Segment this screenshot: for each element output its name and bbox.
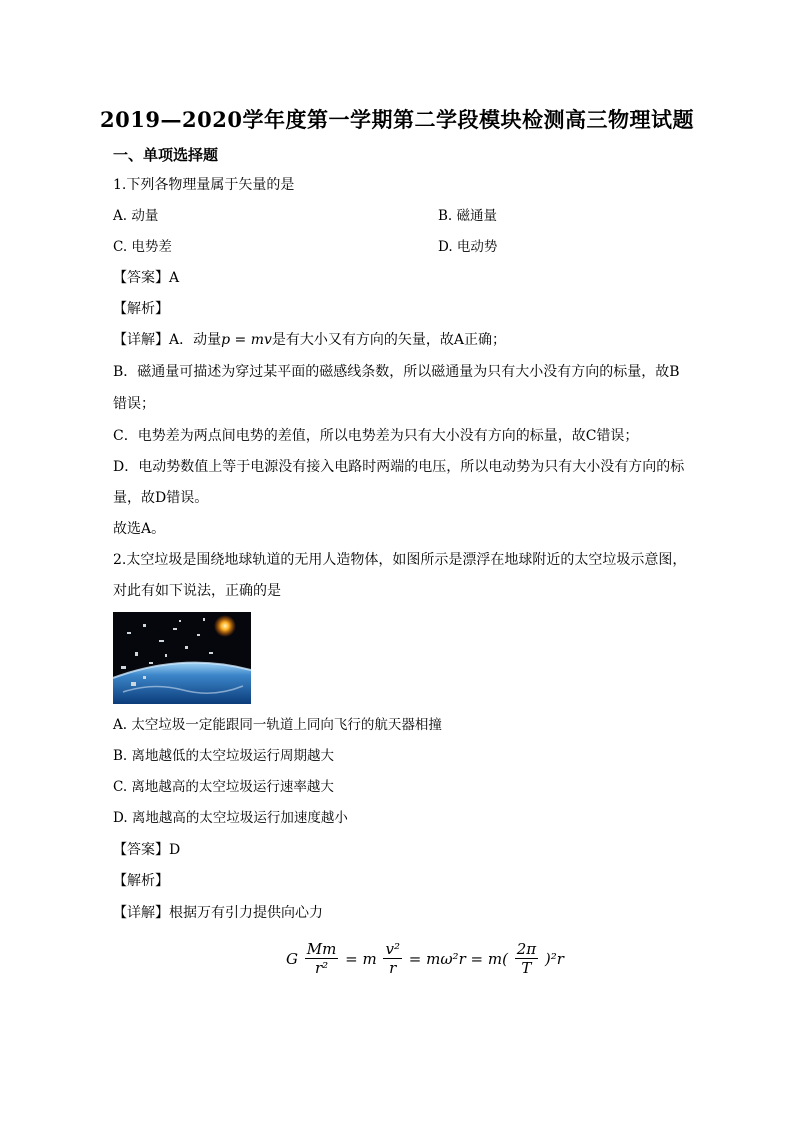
- q1-option-d: D. 电动势: [438, 239, 498, 255]
- q2-option-d: D. 离地越高的太空垃圾运行加速度越小: [113, 810, 348, 826]
- formula-f1-num: Mm: [306, 940, 337, 958]
- formula-eq2: = mω²r = m(: [408, 949, 508, 968]
- formula-f1-den: r²: [314, 959, 329, 977]
- q1-momentum-formula: p = mv: [221, 332, 272, 348]
- gravitation-formula: [286, 940, 564, 986]
- q1-explain-d-line1: D．电动势数值上等于电源没有接入电路时两端的电压，所以电动势为只有大小没有方向的标: [113, 459, 685, 475]
- q1-explain-c: C．电势差为两点间电势的差值，所以电势差为只有大小没有方向的标量，故C错误；: [113, 428, 639, 444]
- q1-explain-b-line1: B．磁通量可描述为穿过某平面的磁感线条数，所以磁通量为只有大小没有方向的标量，故B: [113, 364, 680, 380]
- formula-eq1: = m: [345, 949, 377, 968]
- q1-stem: 1.下列各物理量属于矢量的是: [113, 177, 295, 193]
- formula-f3-den: T: [521, 959, 532, 977]
- space-debris-illustration: [113, 612, 251, 704]
- q1-detail-line: [113, 330, 506, 350]
- formula-tail: )²r: [544, 949, 564, 968]
- q1-option-c: C. 电势差: [113, 239, 172, 255]
- formula-fraction-mm-r2: [305, 940, 339, 977]
- q2-stem-line2: 对此有如下说法，正确的是: [113, 583, 281, 599]
- q2-answer: 【答案】D: [113, 842, 181, 858]
- q1-conclusion: 故选A。: [113, 521, 166, 537]
- q2-detail: 【详解】根据万有引力提供向心力: [113, 905, 323, 921]
- q1-detail-pre: 【详解】A．动量: [113, 332, 222, 348]
- q1-analysis-label: 【解析】: [113, 301, 169, 317]
- q1-answer: 【答案】A: [113, 270, 180, 286]
- formula-f3-num: 2π: [516, 940, 537, 958]
- page-title: 2019—2020学年度第一学期第二学段模块检测高三物理试题: [100, 107, 694, 132]
- formula-g: G: [286, 949, 298, 968]
- q2-option-a: A. 太空垃圾一定能跟同一轨道上同向飞行的航天器相撞: [113, 717, 442, 733]
- q1-option-b: B. 磁通量: [438, 208, 498, 224]
- q1-option-a: A. 动量: [113, 208, 159, 224]
- formula-fraction-2pi-t: [515, 940, 538, 977]
- q2-option-b: B. 离地越低的太空垃圾运行周期越大: [113, 748, 335, 764]
- space-debris-image: [113, 612, 251, 704]
- q2-stem-line1: 2.太空垃圾是围绕地球轨道的无用人造物体，如图所示是漂浮在地球附近的太空垃圾示意图，: [113, 552, 687, 568]
- q2-option-c: C. 离地越高的太空垃圾运行速率越大: [113, 779, 334, 795]
- q1-explain-b-line2: 错误；: [113, 396, 155, 412]
- q1-explain-d-line2: 量，故D错误。: [113, 490, 209, 506]
- formula-f2-num: v²: [385, 940, 400, 958]
- formula-fraction-v2-r: [383, 940, 402, 977]
- q2-analysis-label: 【解析】: [113, 873, 169, 889]
- formula-f2-den: r: [389, 959, 397, 977]
- section-heading: 一、单项选择题: [113, 146, 219, 164]
- q1-detail-post: 是有大小又有方向的矢量，故A正确；: [271, 332, 507, 348]
